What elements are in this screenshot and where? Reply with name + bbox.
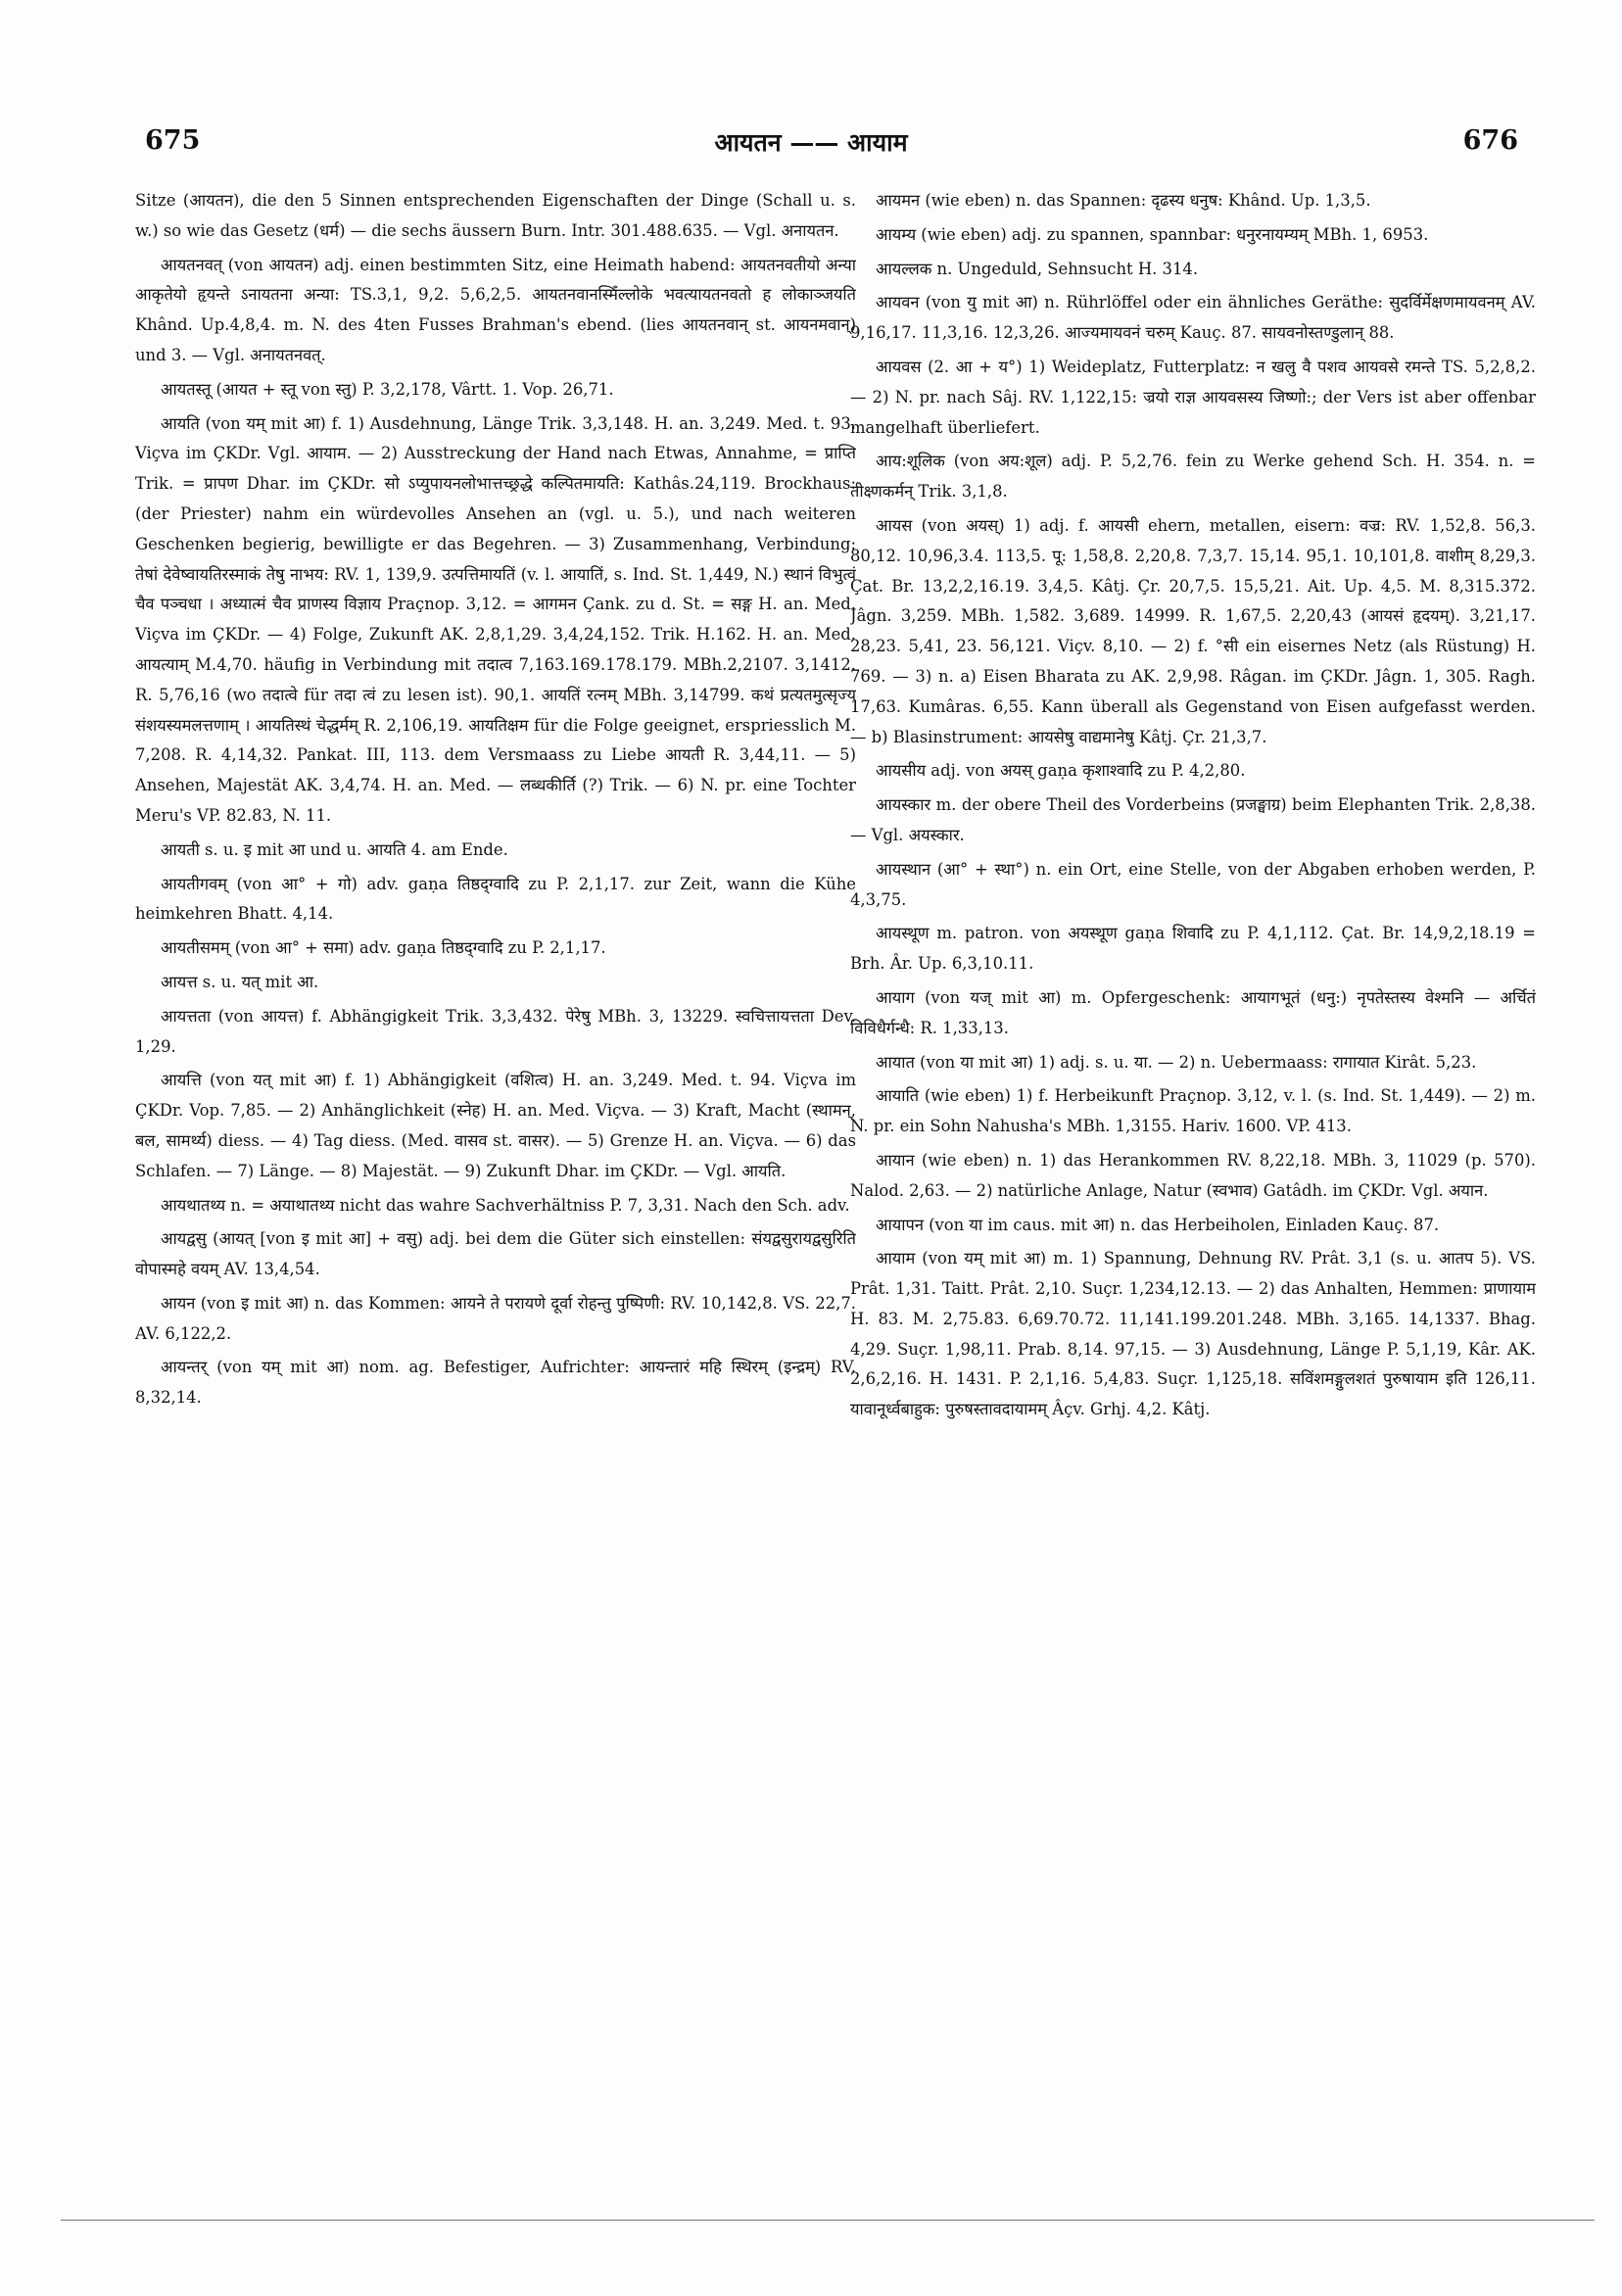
dictionary-entry: आयाति (wie eben) 1) f. Herbeikunft Praçnop. 3,12, v. l. (s. Ind. St. 1,449). — 2) m. N. pr. ein Sohn Nahusha's MBh. 1,3155. Hariv. 1600. VP. 413.: [850, 1086, 1536, 1136]
page-header: [0, 125, 1622, 165]
running-title: आयतन —— आयाम: [714, 128, 908, 157]
dictionary-entry: आयसीय adj. von अयस् gaṇa कृशाश्वादि zu P. 4,2,80.: [876, 761, 1246, 781]
dictionary-entry: आयत्त s. u. यत् mit आ.: [161, 972, 319, 991]
dictionary-entry: आयन (von इ mit आ) n. das Kommen: आयने ते परायणे दूर्वा रोहन्तु पुष्पिणी: RV. 10,142,8. VS. 22,7. AV. 6,122,2.: [135, 1293, 856, 1343]
dictionary-entry: आयान (wie eben) n. 1) das Herankommen RV. 8,22,18. MBh. 3, 11029 (p. 570). Nalod. 2,63. — 2) natürliche Anlage, Natur (स्वभाव) Gatâdh. im ÇKDr. Vgl. अयान.: [850, 1150, 1536, 1200]
page-number-left: 675: [145, 125, 201, 156]
dictionary-entry: आयतनवत् (von आयतन) adj. einen bestimmten Sitz, eine Heimath habend: आयतनवतीयो अन्या आकृतेयो हृयन्ते ऽनायतना अन्या: TS.3,1, 9,2. 5,6,2,5. आयतनवानस्मिँल्लोके भवत्यायतनवतो ह लोकाञ्जयति Khând. Up.4,8,4. m. N. des 4ten Fusses Brahman's ebend. (lies आयतनवान् st. आयनमवान्) und 3. — Vgl. अनायतनवत्.: [135, 255, 856, 364]
dictionary-entry: आयल्लक n. Ungeduld, Sehnsucht H. 314.: [876, 259, 1199, 278]
dictionary-entry: आयस्कार m. der obere Theil des Vorderbeins (प्रजङ्घाग्र) beim Elephanten Trik. 2,8,38. — Vgl. अयस्कार.: [850, 795, 1536, 844]
dictionary-entry: आयद्वसु (आयत् [von इ mit आ] + वसु) adj. bei dem die Güter sich einstellen: संयद्वसुरायद्वसुरिति वोपास्महे वयम् AV. 13,4,54.: [135, 1229, 856, 1279]
dictionary-entry: आयाग (von यज् mit आ) m. Opfergeschenk: आयागभूतं (धनु:) नृपतेस्तस्य वेश्मनि — अर्चितं विविधैर्गन्धै: R. 1,33,13.: [850, 987, 1536, 1037]
right-column: [850, 186, 1536, 2175]
dictionary-entry: आयतीगवम् (von आ° + गो) adv. gaṇa तिष्ठद्ग्वादि zu P. 2,1,17. zur Zeit, wann die Kühe heimkehren Bhatt. 4,14.: [135, 874, 856, 924]
dictionary-entry: आयतस्तू (आयत + स्तू von स्तु) P. 3,2,178, Vârtt. 1. Vop. 26,71.: [161, 379, 614, 399]
dictionary-entry: आयतीसमम् (von आ° + समा) adv. gaṇa तिष्ठद्ग्वादि zu P. 2,1,17.: [161, 938, 606, 958]
dictionary-entry: आयत्ति (von यत् mit आ) f. 1) Abhängigkeit (वशित्व) H. an. 3,249. Med. t. 94. Viçva im ÇKDr. Vop. 7,85. — 2) Anhänglichkeit (स्नेह) H. an. Med. Viçva. — 3) Kraft, Macht (स्थामन्, बल, सामर्थ्य) diess. — 4) Tag diess. (Med. वासव st. वासर). — 5) Grenze H. an. Viçva. — 6) das Schlafen. — 7) Länge. — 8) Majestät. — 9) Zukunft Dhar. im ÇKDr. — Vgl. आयति.: [135, 1071, 856, 1180]
dictionary-entry: आयाम (von यम् mit आ) m. 1) Spannung, Dehnung RV. Prât. 3,1 (s. u. आतप 5). VS. Prât. 1,31. Taitt. Prât. 2,10. Suçr. 1,234,12.13. — 2) das Anhalten, Hemmen: प्राणायाम H. 83. M. 2,75.83. 6,69.70.72. 11,141.199.201.248. MBh. 3,165. 14,1337. Bhag. 4,29. Suçr. 1,98,11. Prab. 8,14. 97,15. — 3) Ausdehnung, Länge P. 5,1,19, Kâr. AK. 2,6,2,16. H. 1431. P. 2,1,16. 5,4,83. Suçr. 1,125,18. सविंशमङ्गुलशतं पुरुषायाम इति 126,11. यावानूर्ध्वबाहुक: पुरुषस्तावदायामम् Âçv. Grhj. 4,2. Kâtj.: [850, 1249, 1536, 1419]
dictionary-entry: आयती s. u. इ mit आ und u. आयति 4. am Ende.: [161, 839, 508, 859]
dictionary-entry: आयस्थूण m. patron. von अयस्थूण gaṇa शिवादि zu P. 4,1,112. Çat. Br. 14,9,2,18.19 = Brh. Âr. Up. 6,3,10.11.: [850, 924, 1536, 974]
dictionary-entry: Sitze (आयतन), die den 5 Sinnen entsprechenden Eigenschaften der Dinge (Schall u. s. w.) so wie das Gesetz (धर्म) — die sechs äussern Burn. Intr. 301.488.635. — Vgl. अनायतन.: [135, 191, 856, 240]
dictionary-entry: आय:शूलिक (von अय:शूल) adj. P. 5,2,76. fein zu Werke gehend Sch. H. 354. n. = तीक्ष्णकर्मन् Trik. 3,1,8.: [850, 452, 1536, 502]
dictionary-entry: आयस (von अयस्) 1) adj. f. आयसी ehern, metallen, eisern: वज्र: RV. 1,52,8. 56,3. 80,12. 10,96,3.4. 113,5. पू: 1,58,8. 2,20,8. 7,3,7. 15,14. 95,1. 10,101,8. वाशीम् 8,29,3. Çat. Br. 13,2,2,16.19. 3,4,5. Kâtj. Çr. 20,7,5. 15,5,21. Ait. Up. 4,5. M. 8,315.372. Jâgn. 3,259. MBh. 1,582. 3,689. 14999. R. 1,67,5. 2,20,43 (आयसं हृदयम्). 3,21,17. 28,23. 5,41, 23. 56,121. Viçv. 8,10. — 2) f. °सी ein eisernes Netz (als Rüstung) H. 769. — 3) n. a) Eisen Bharata zu AK. 2,9,98. Râgan. im ÇKDr. Jâgn. 1, 305. Ragh. 17,63. Kumâras. 6,55. Kann überall als Gegenstand von Eisen aufgefasst werden. — b) Blasinstrument: आयसेषु वाद्यमानेषु Kâtj. Çr. 21,3,7.: [850, 515, 1536, 746]
dictionary-entry: आयवन (von यु mit आ) n. Rührlöffel oder ein ähnliches Geräthe: सुदर्विर्मेक्षणमायवनम् AV. 9,16,17. 11,3,16. 12,3,26. आज्यमायवनं चरुम् Kauç. 87. सायवनोस्तण्डुलान् 88.: [850, 293, 1536, 343]
page-number-right: 676: [1462, 125, 1518, 156]
dictionary-entry: आयमन (wie eben) n. das Spannen: दृढस्य धनुष: Khând. Up. 1,3,5.: [876, 191, 1371, 210]
dictionary-entry: आयन्तर् (von यम् mit आ) nom. ag. Befestiger, Aufrichter: आयन्तारं महि स्थिरम् (इन्द्रम्) RV. 8,32,14.: [135, 1358, 856, 1408]
dictionary-entry: आयत्तता (von आयत्त) f. Abhängigkeit Trik. 3,3,432. पेरेषु MBh. 3, 13229. स्वचित्तायत्तता Dev. 1,29.: [135, 1006, 856, 1056]
left-column: [135, 186, 856, 2175]
dictionary-entry: आयति (von यम् mit आ) f. 1) Ausdehnung, Länge Trik. 3,3,148. H. an. 3,249. Med. t. 93. Viçva im ÇKDr. Vgl. आयाम. — 2) Ausstreckung der Hand nach Etwas, Annahme, = प्राप्ति Trik. = प्रापण Dhar. im ÇKDr. सो ऽप्युपायनलोभात्तच्छ्रद्धे कल्पितमायति: Kathâs.24,119. Brockhaus: (der Priester) nahm ein würdevolles Ansehen an (vgl. u. 5.), und nach weiteren Geschenken begierig, bewilligte er das Begehren. — 3) Zusammenhang, Verbindung: तेषां देवेष्वायतिरस्माकं तेषु नाभय: RV. 1, 139,9. उत्पत्तिमायतिं (v. l. आयातिं, s. Ind. St. 1,449, N.) स्थानं विभुत्वं चैव पञ्चधा । अध्यात्मं चैव प्राणस्य विज्ञाय Praçnop. 3,12. = आगमन Çank. zu d. St. = सङ्ग H. an. Med. Viçva im ÇKDr. — 4) Folge, Zukunft AK. 2,8,1,29. 3,4,24,152. Trik. H.162. H. an. Med. आयत्याम् M.4,70. häufig in Verbindung mit तदात्व 7,163.169.178.179. MBh.2,2107. 3,1412. R. 5,76,16 (wo तदात्वे für तदा त्वं zu lesen ist). 90,1. आयतिं रत्नम् MBh. 3,14799. कथं प्रत्यतमुत्सृज्य संशयस्यमलत्तणाम् । आयतिस्थं चेद्धर्मम् R. 2,106,19. आयतिक्षम für die Folge geeignet, erspriesslich M. 7,208. R. 4,14,32. Pankat. III, 113. dem Versmaass zu Liebe आयती R. 3,44,11. — 5) Ansehen, Majestät AK. 3,4,74. H. an. Med. — लब्धकीर्ति (?) Trik. — 6) N. pr. eine Tochter Meru's VP. 82.83, N. 11.: [135, 413, 856, 825]
dictionary-entry: आयापन (von या im caus. mit आ) n. das Herbeiholen, Einladen Kauç. 87.: [876, 1215, 1440, 1234]
dictionary-entry: आयात (von या mit आ) 1) adj. s. u. या. — 2) n. Uebermaass: रागायात Kirât. 5,23.: [876, 1052, 1477, 1072]
dictionary-entry: आयवस (2. आ + य°) 1) Weideplatz, Futterplatz: न खलु वै पशव आयवसे रमन्ते TS. 5,2,8,2. — 2) N. pr. nach Sâj. RV. 1,122,15: ज्रयो राज्ञ आयवसस्य जिष्णो:; der Vers ist aber offenbar mangelhaft überliefert.: [850, 357, 1536, 437]
dictionary-entry: आयथातथ्य n. = अयाथातथ्य nicht das wahre Sachverhältniss P. 7, 3,31. Nach den Sch. adv.: [161, 1195, 850, 1215]
dictionary-entry: आयस्थान (आ° + स्था°) n. ein Ort, eine Stelle, von der Abgaben erhoben werden, P. 4,3,75.: [850, 859, 1536, 909]
footer-rule: [61, 2220, 1595, 2221]
dictionary-entry: आयम्य (wie eben) adj. zu spannen, spannbar: धनुरनायम्यम् MBh. 1, 6953.: [876, 224, 1429, 244]
